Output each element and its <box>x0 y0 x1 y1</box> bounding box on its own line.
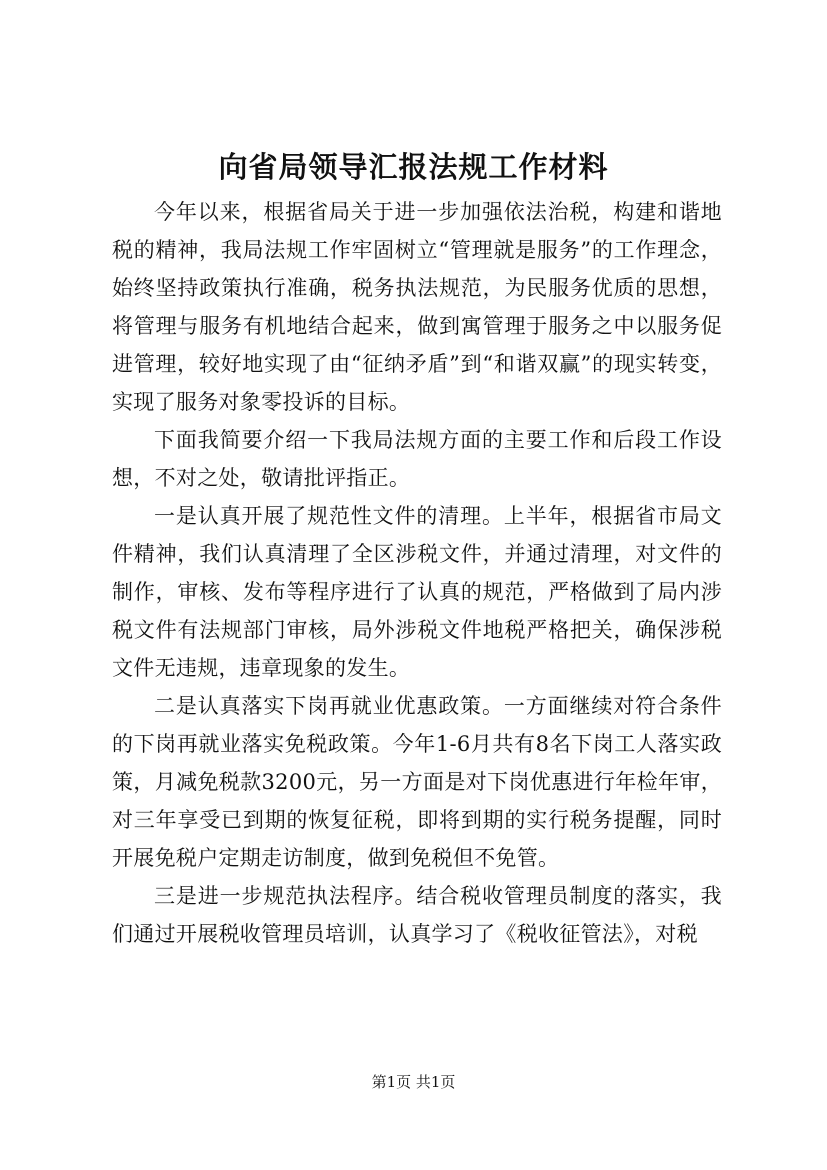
document-title: 向省局领导汇报法规工作材料 <box>218 150 609 184</box>
document-body <box>112 193 722 953</box>
page-footer <box>0 1072 827 1092</box>
paragraph-intro: 今年以来，根据省局关于进一步加强依法治税，构建和谐地税的精神，我局法规工作牢固树立“管理就是服务”的工作理念，始终坚持政策执行准确，税务执法规范，为民服务优质的思想，将管理与服务有机地结合起来，做到寓管理于服务之中以服务促进管理，较好地实现了由“征纳矛盾”到“和谐双赢”的现实转变，实现了服务对象零投诉的目标。 <box>112 200 722 414</box>
paragraph-item-3: 三是进一步规范执法程序。结合税收管理员制度的落实，我们通过开展税收管理员培训，认真学习了《税收征管法》，对税 <box>112 884 722 946</box>
page-number-label: 第1页 共1页 <box>371 1073 456 1091</box>
paragraph-item-2: 二是认真落实下岗再就业优惠政策。一方面继续对符合条件的下岗再就业落实免税政策。今年1-6月共有8名下岗工人落实政策，月减免税款3200元，另一方面是对下岗优惠进行年检年审，对三年享受已到期的恢复征税，即将到期的实行税务提醒，同时开展免税户定期走访制度，做到免税但不免管。 <box>112 694 722 870</box>
paragraph-item-1: 一是认真开展了规范性文件的清理。上半年，根据省市局文件精神，我们认真清理了全区涉税文件，并通过清理，对文件的制作，审核、发布等程序进行了认真的规范，严格做到了局内涉税文件有法规部门审核，局外涉税文件地税严格把关，确保涉税文件无违规，违章现象的发生。 <box>112 504 722 680</box>
paragraph-overview: 下面我简要介绍一下我局法规方面的主要工作和后段工作设想，不对之处，敬请批评指正。 <box>112 428 722 490</box>
